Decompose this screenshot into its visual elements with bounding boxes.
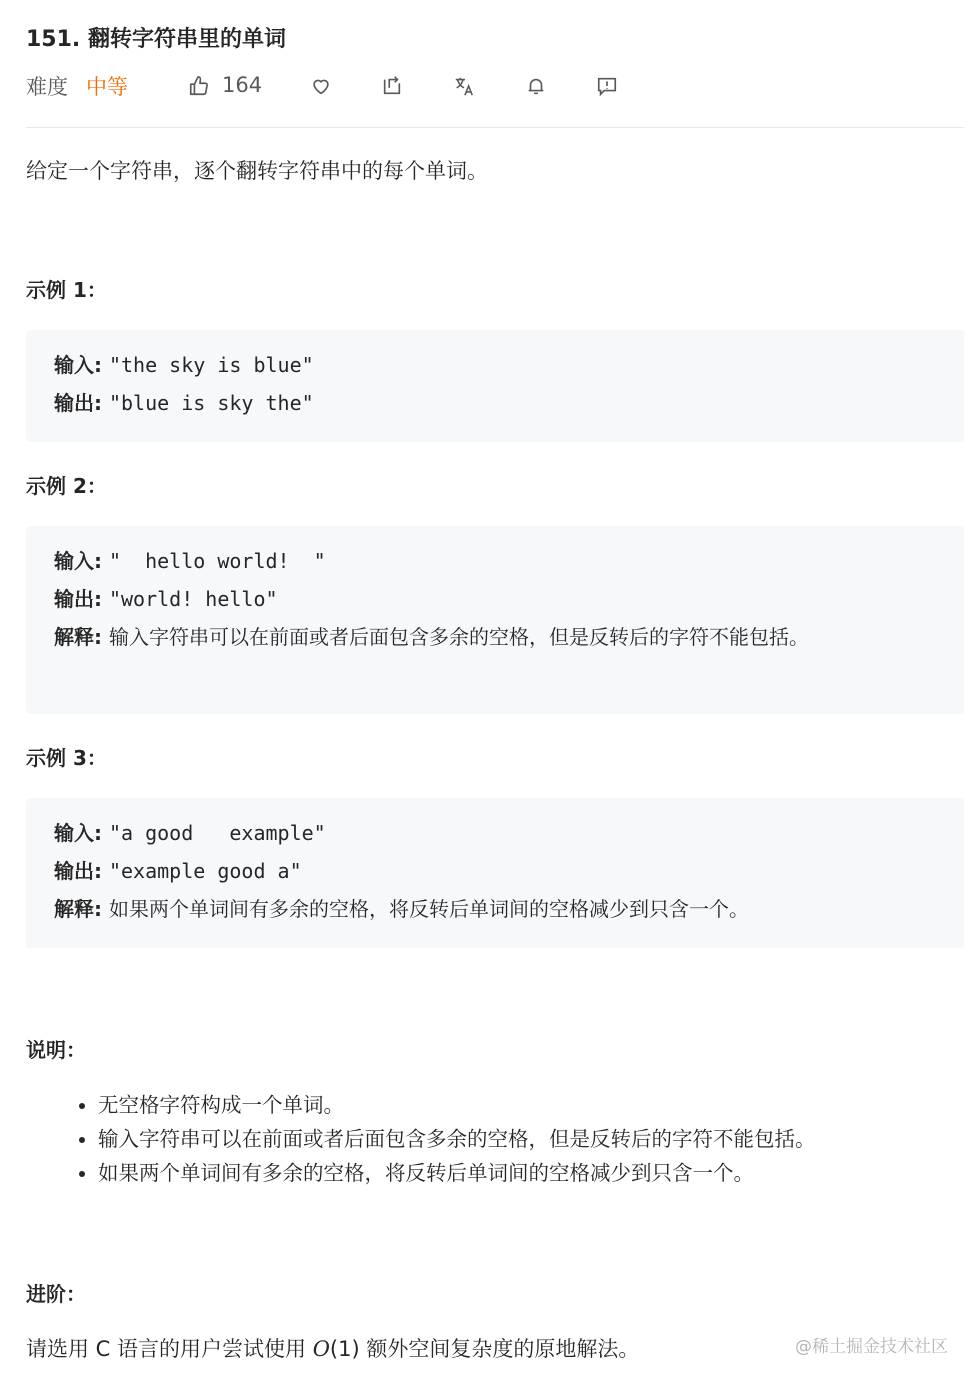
advanced-text-before: 请选用 C 语言的用户尝试使用 [26,1337,313,1361]
output-value: "blue is sky the" [108,391,314,415]
example-2-box [26,526,964,714]
example-2-heading: 示例 2： [26,474,107,498]
example-2-input [54,542,936,580]
difficulty-label: 难度 [26,75,68,99]
heart-icon[interactable] [308,70,334,102]
complexity-arg: (1) [329,1337,360,1361]
example-1-heading: 示例 1： [26,278,107,302]
explanation-text: 如果两个单词间有多余的空格，将反转后单词间的空格减少到只含一个。 [108,897,749,921]
problem-title: 151. 翻转字符串里的单词 [26,27,286,52]
example-3-heading: 示例 3： [26,746,107,770]
input-value: " hello world! " [108,549,326,573]
advanced-heading: 进阶： [26,1282,86,1306]
thumbs-up-icon[interactable] [186,70,212,102]
input-value: "a good example" [108,821,326,845]
translate-icon[interactable] [451,70,477,102]
example-3-output [54,852,936,890]
output-value: "world! hello" [108,587,278,611]
notes-list [26,1088,816,1190]
output-label: 输出: [54,391,109,415]
explanation-text: 输入字符串可以在前面或者后面包含多余的空格，但是反转后的字符不能包括。 [108,625,809,649]
output-label: 输出: [54,859,109,883]
problem-description: 给定一个字符串，逐个翻转字符串中的每个单词。 [26,159,488,183]
example-2-explanation [54,618,934,656]
input-label: 输入: [54,353,109,377]
input-value: "the sky is blue" [108,353,314,377]
explanation-label: 解释: [54,897,109,921]
example-1-input [54,346,936,384]
feedback-icon[interactable] [594,70,620,102]
example-3-box [26,798,964,948]
problem-toolbar [26,70,128,102]
likes-count: 164 [222,73,263,97]
example-3-explanation [54,890,934,928]
example-3-input [54,814,936,852]
difficulty-badge: 中等 [86,75,128,99]
list-item: • 无空格字符构成一个单词。 [98,1088,816,1122]
example-1-box [26,330,964,442]
output-value: "example good a" [108,859,302,883]
advanced-text-after: 额外空间复杂度的原地解法。 [359,1337,640,1361]
list-item: • 输入字符串可以在前面或者后面包含多余的空格，但是反转后的字符不能包括。 [98,1122,816,1156]
bell-icon[interactable] [523,70,549,102]
example-2-output [54,580,936,618]
share-icon[interactable] [379,70,405,102]
watermark: @稀土掘金技术社区 [795,1337,948,1357]
explanation-label: 解释: [54,625,109,649]
advanced-text [26,1333,639,1363]
input-label: 输入: [54,549,109,573]
notes-heading: 说明： [26,1038,86,1062]
list-item: • 如果两个单词间有多余的空格，将反转后单词间的空格减少到只含一个。 [98,1156,816,1190]
header-divider [26,127,964,128]
input-label: 输入: [54,821,109,845]
output-label: 输出: [54,587,109,611]
complexity-symbol: O [312,1337,330,1361]
example-1-output [54,384,936,422]
